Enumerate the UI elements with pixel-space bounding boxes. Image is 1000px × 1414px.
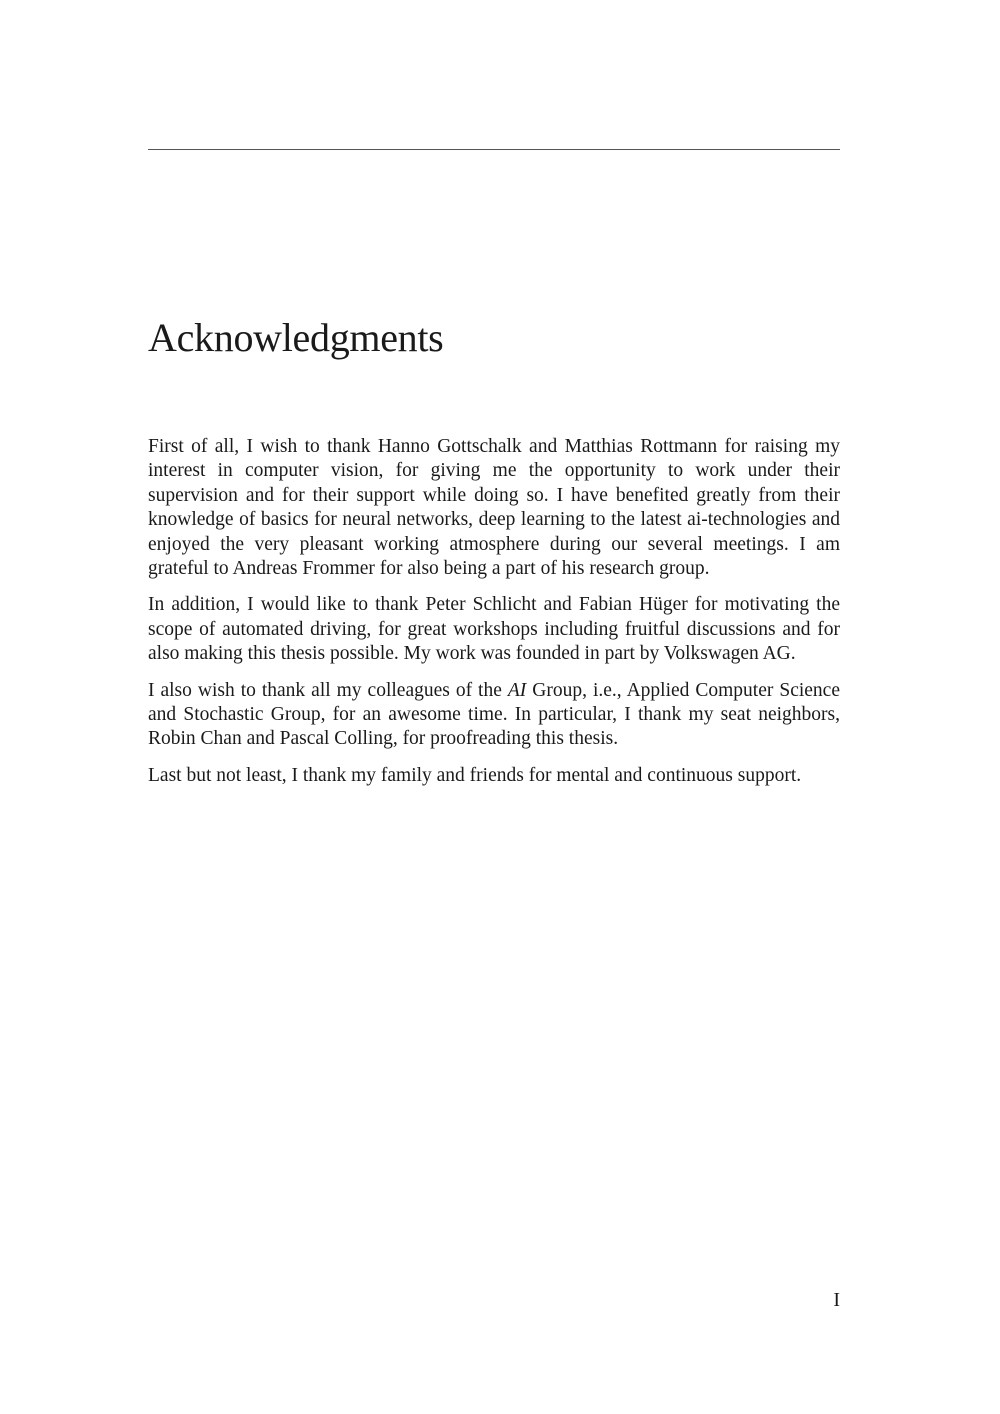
paragraph-colleagues: I also wish to thank all my colleagues of the AI Group, i.e., Applied Computer Science and Stochastic Group, for an awesome time. In particular, I thank my seat neighbors, Robin Chan and Pascal Colling, for proofreading this thesis. (148, 679, 840, 750)
paragraph-industry: In addition, I would like to thank Peter Schlicht and Fabian Hüger for motivating the scope of automated driving, for great workshops including fruitful discussions and for also making this thesis possible. My work was founded in part by Volkswagen AG. (148, 594, 840, 665)
header-rule (148, 149, 840, 150)
body-text (148, 435, 840, 800)
chapter-title: Acknowledgments (148, 315, 444, 360)
page-number: I (833, 1289, 840, 1311)
paragraph-family: Last but not least, I thank my family and friends for mental and continuous support. (148, 764, 802, 786)
paragraph-supervisors: First of all, I wish to thank Hanno Gottschalk and Matthias Rottmann for raising my interest in computer vision, for giving me the opportunity to work under their supervision and for their support while doing so. I have benefited greatly from their knowledge of basics for neural networks, deep learning to the latest ai-technologies and enjoyed the very pleasant working atmosphere during our several meetings. I am grateful to Andreas Frommer for also being a part of his research group. (148, 436, 840, 580)
